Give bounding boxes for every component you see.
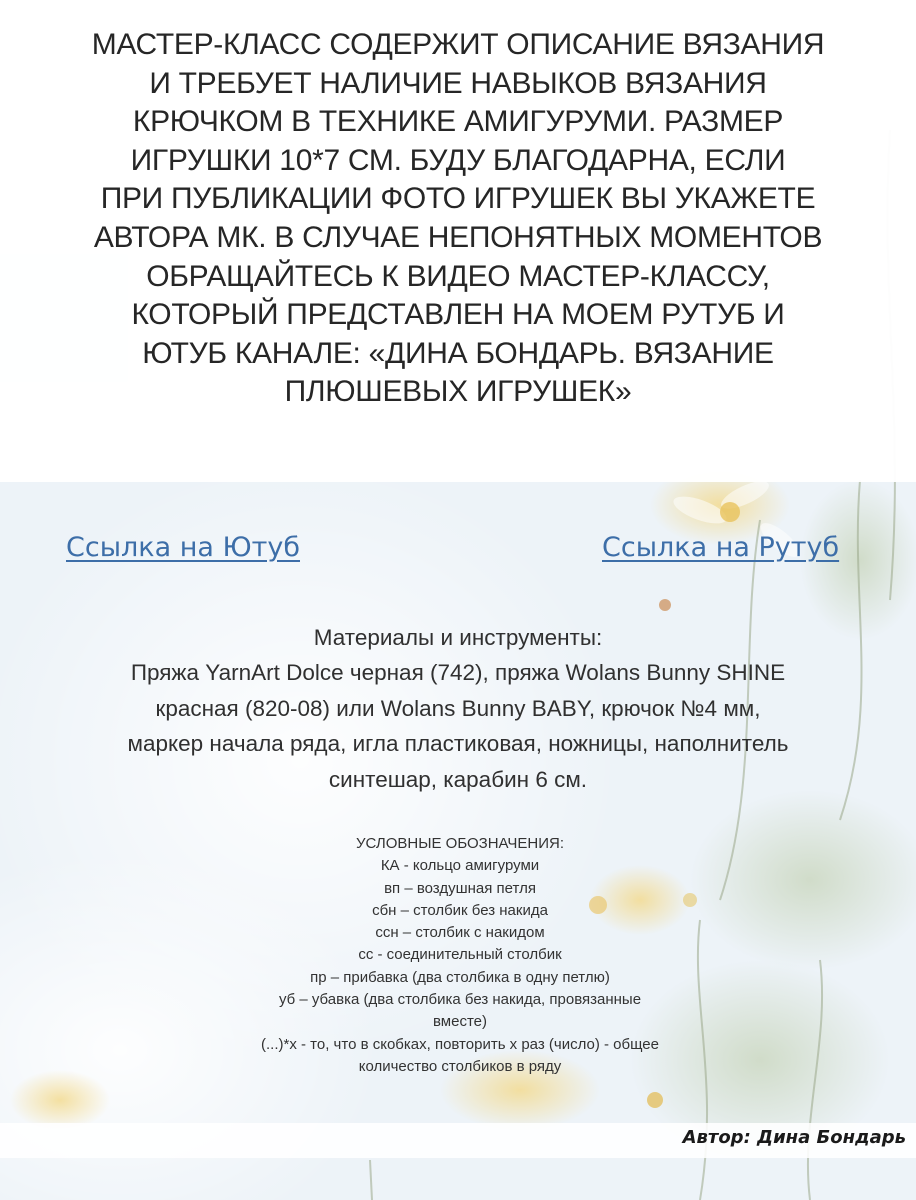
legend-line: ссн – столбик с накидом	[375, 924, 545, 942]
legend-line: КА - кольцо амигуруми	[380, 857, 540, 875]
intro-line: ПЛЮШЕВЫХ ИГРУШЕК»	[284, 375, 632, 409]
intro-text	[20, 26, 896, 412]
legend-line: пр – прибавка (два столбика в одну петлю)	[310, 968, 610, 986]
intro-line: КОТОРЫЙ ПРЕДСТАВЛЕН НА МОЕМ РУТУБ И	[131, 298, 785, 332]
intro-line: ОБРАЩАЙТЕСЬ К ВИДЕО МАСТЕР-КЛАССУ,	[146, 259, 770, 293]
intro-line: МАСТЕР-КЛАСС СОДЕРЖИТ ОПИСАНИЕ ВЯЗАНИЯ	[91, 28, 825, 61]
intro-line: ИГРУШКИ 10*7 СМ. БУДУ БЛАГОДАРНА, ЕСЛИ	[130, 143, 786, 177]
materials-heading: Материалы и инструменты:	[313, 625, 603, 650]
intro-line: ЮТУБ КАНАЛЕ: «ДИНА БОНДАРЬ. ВЯЗАНИЕ	[142, 336, 774, 370]
materials-line: синтешар, карабин 6 см.	[328, 766, 588, 792]
materials-line: Пряжа YarnArt Dolce черная (742), пряжа Wolans Bunny SHINE	[130, 660, 786, 686]
intro-line: ПРИ ПУБЛИКАЦИИ ФОТО ИГРУШЕК ВЫ УКАЖЕТЕ	[100, 182, 816, 216]
materials-section	[20, 620, 896, 797]
legend-heading: УСЛОВНЫЕ ОБОЗНАЧЕНИЯ:	[355, 835, 564, 852]
youtube-link[interactable]: Ссылка на Ютуб	[66, 532, 300, 563]
intro-line: КРЮЧКОМ В ТЕХНИКЕ АМИГУРУМИ. РАЗМЕР	[132, 105, 784, 139]
rutube-link[interactable]: Ссылка на Рутуб	[602, 532, 840, 563]
legend-line: вместе)	[433, 1013, 487, 1031]
legend-line: (...)*x - то, что в скобках, повторить x раз (число) - общее	[261, 1035, 659, 1053]
materials-line: красная (820-08) или Wolans Bunny BABY, крючок №4 мм,	[155, 695, 761, 721]
legend-line: вп – воздушная петля	[384, 879, 536, 897]
legend-line: количество столбиков в ряду	[358, 1057, 562, 1075]
legend-section	[120, 833, 800, 1078]
legend-line: уб – убавка (два столбика без накида, провязанные	[278, 991, 642, 1009]
intro-line: АВТОРА МК. В СЛУЧАЕ НЕПОНЯТНЫХ МОМЕНТОВ	[93, 220, 823, 254]
intro-line: И ТРЕБУЕТ НАЛИЧИЕ НАВЫКОВ ВЯЗАНИЯ	[149, 66, 767, 100]
legend-line: сбн – столбик без накида	[372, 901, 548, 919]
author-signature: Автор: Дина Бондарь	[682, 1127, 906, 1148]
materials-line: маркер начала ряда, игла пластиковая, ножницы, наполнитель	[127, 731, 789, 757]
legend-line: сс - соединительный столбик	[358, 946, 562, 964]
